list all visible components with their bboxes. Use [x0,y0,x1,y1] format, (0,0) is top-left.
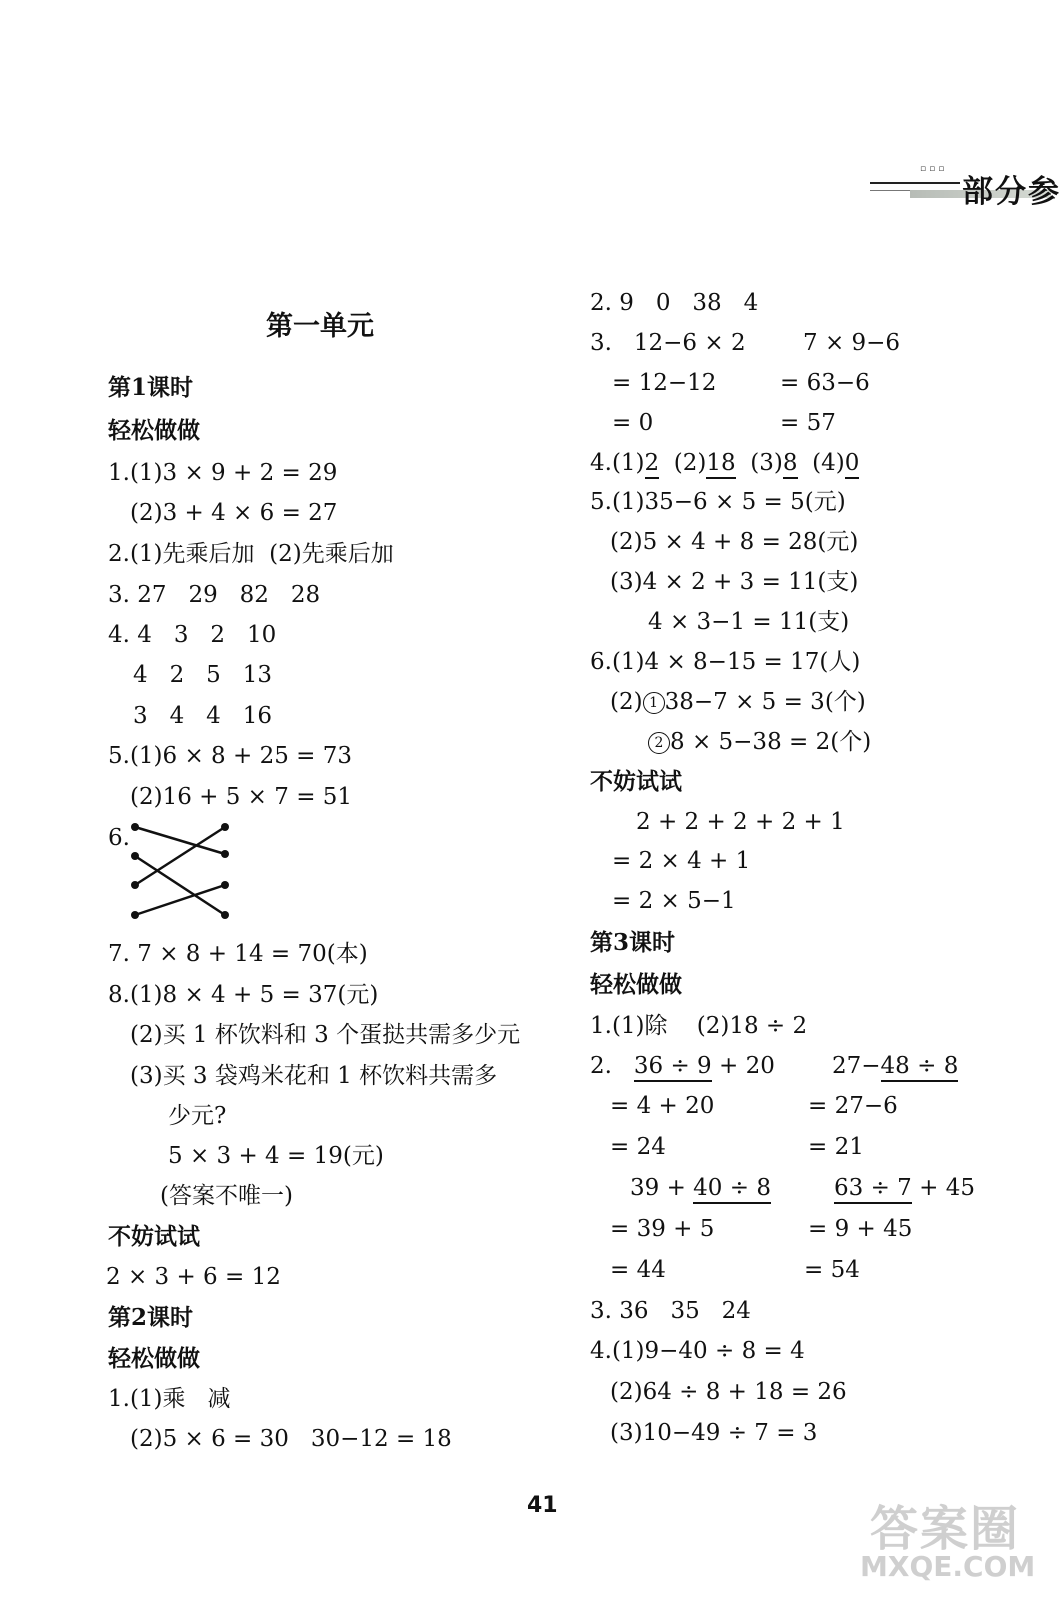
answer-line: (3)4 × 2 + 3 = 11(支) [610,569,859,595]
answer-line: = 21 [808,1134,864,1160]
answer-part: (2) [610,689,643,715]
answer-line: (2)5 × 6 = 30 30−12 = 18 [130,1426,452,1452]
answer-line: 2. 9 0 38 4 [590,290,759,316]
answer-line: 4.(1)9−40 ÷ 8 = 4 [590,1338,805,1364]
answer-line: 5.(1)35−6 × 5 = 5(元) [590,489,846,515]
answer-line: = 9 + 45 [808,1216,913,1242]
answer-line: 3. 27 29 82 28 [108,582,321,608]
watermark-url: MXQE.COM [860,1550,1036,1583]
answer-part: 8 × 5−38 = 2(个) [670,729,872,755]
section-heading: 轻松做做 [590,971,682,998]
answer-line: (3)10−49 ÷ 7 = 3 [610,1420,818,1446]
lesson-heading: 第3课时 [590,929,676,956]
answer-part: 38−7 × 5 = 3(个) [664,689,866,715]
answer-line: 3. 12−6 × 2 [590,330,746,356]
answer-line: 6. [108,825,130,851]
lesson-heading: 第1课时 [108,374,194,401]
header-title: 部分参 [962,174,1061,210]
answer-line: (2)16 + 5 × 7 = 51 [130,784,353,810]
answer-line: (3)买 3 袋鸡米花和 1 杯饮料共需多 [130,1063,498,1089]
underlined-expression: 36 ÷ 9 [634,1053,712,1082]
answer-part: 2. [590,1053,612,1079]
section-heading: 不妨试试 [590,768,682,795]
answer-line: = 27−6 [808,1093,898,1119]
answer-line: 4 × 3−1 = 11(支) [648,609,850,635]
underlined-expression: 40 ÷ 8 [693,1175,771,1204]
watermark-logo: 答案圈 [870,1501,1021,1557]
answer-line: 7. 7 × 8 + 14 = 70(本) [108,941,368,967]
answer-line: 7 × 9−6 [803,330,901,356]
answer-line: (2)买 1 杯饮料和 3 个蛋挞共需多少元 [130,1022,521,1048]
answer-line [630,1173,771,1203]
answer-part: (2) [673,450,707,476]
section-heading: 不妨试试 [108,1223,200,1250]
answer-line: 8.(1)8 × 4 + 5 = 37(元) [108,982,379,1008]
answer-line: = 0 [612,410,654,436]
answer-part: (4) [812,450,845,476]
answer-line: = 44 [610,1257,666,1283]
answer-line: 4 2 5 13 [133,662,272,688]
answer-line: = 57 [780,410,836,436]
answer-line [590,448,859,478]
underlined-answer: 0 [845,450,860,479]
answer-line: (2)5 × 4 + 8 = 28(元) [610,529,859,555]
answer-part: 4.(1) [590,450,645,476]
circled-number: 1 [643,692,665,714]
section-heading: 轻松做做 [108,1345,200,1372]
answer-line [648,727,871,757]
answer-part: 39 + [630,1175,694,1201]
answer-part: (3) [750,450,783,476]
answer-line: (答案不唯一) [160,1183,293,1209]
answer-line: = 24 [610,1134,666,1160]
answer-line [610,687,866,717]
answer-line: = 2 × 4 + 1 [612,848,751,874]
answer-line: = 2 × 5−1 [612,888,736,914]
matching-diagram [125,818,240,923]
answer-line: 1.(1)3 × 9 + 2 = 29 [108,460,338,486]
underlined-expression: 48 ÷ 8 [881,1053,959,1082]
underlined-answer: 2 [645,450,660,479]
header-decoration [870,160,1061,210]
answer-line [590,1051,775,1081]
answer-line: 少元? [168,1103,227,1129]
answer-line: = 63−6 [780,370,870,396]
answer-line: 1.(1)乘 减 [108,1386,231,1412]
answer-line: 4. 4 3 2 10 [108,622,277,648]
answer-line: = 39 + 5 [610,1216,715,1242]
answer-line: = 12−12 [612,370,717,396]
underlined-answer: 8 [783,450,798,479]
page-number: 41 [527,1493,558,1518]
answer-line: 2.(1)先乘后加 (2)先乘后加 [108,541,394,567]
answer-line: = 54 [804,1257,860,1283]
section-heading: 轻松做做 [108,417,200,444]
answer-line [834,1173,975,1203]
answer-line: 1.(1)除 (2)18 ÷ 2 [590,1013,808,1039]
answer-line: = 4 + 20 [610,1093,715,1119]
answer-line: 5.(1)6 × 8 + 25 = 73 [108,743,353,769]
underlined-answer: 18 [706,450,735,479]
lesson-heading: 第2课时 [108,1304,194,1331]
answer-part: 27− [832,1053,881,1079]
watermark [860,1490,1040,1590]
answer-line: 2 × 3 + 6 = 12 [106,1264,281,1290]
underlined-expression: 63 ÷ 7 [834,1175,912,1204]
answer-line: 3. 36 35 24 [590,1298,751,1324]
header-marks: ▫▫▫ [920,164,948,174]
unit-title: 第一单元 [266,311,374,342]
circled-number: 2 [648,732,670,754]
answer-part: + 45 [911,1175,975,1201]
answer-line: (2)3 + 4 × 6 = 27 [130,500,338,526]
answer-line: 5 × 3 + 4 = 19(元) [168,1143,384,1169]
answer-line: (2)64 ÷ 8 + 18 = 26 [610,1379,847,1405]
answer-line: 6.(1)4 × 8−15 = 17(人) [590,649,861,675]
answer-line [832,1051,958,1081]
answer-line: 3 4 4 16 [133,703,272,729]
answer-part: + 20 [711,1053,775,1079]
answer-line: 2 + 2 + 2 + 2 + 1 [636,809,845,835]
